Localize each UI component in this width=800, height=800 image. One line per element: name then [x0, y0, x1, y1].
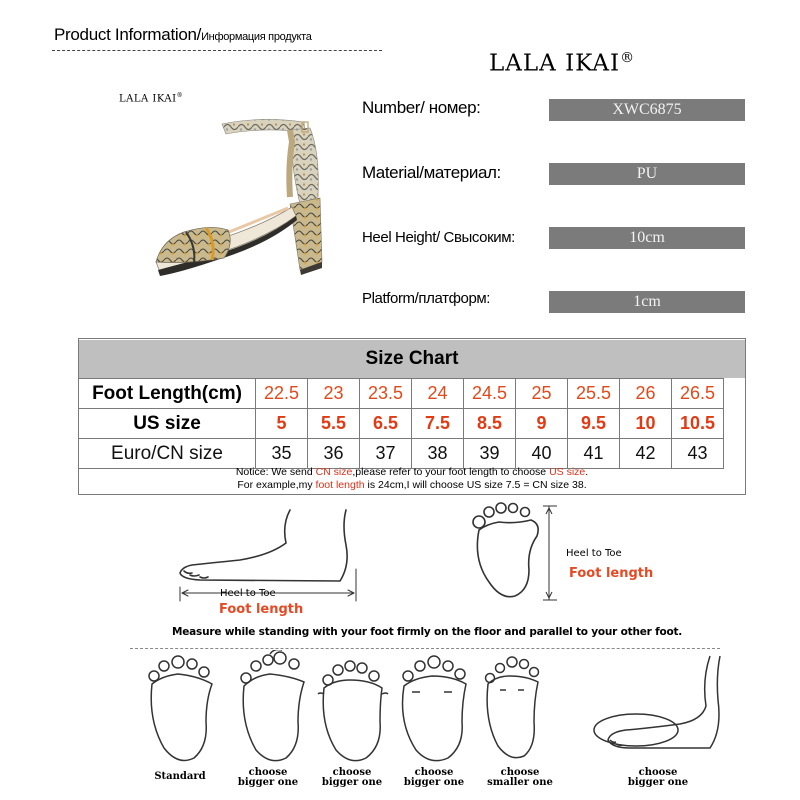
header-divider [52, 50, 382, 51]
caption-choose-bigger-1: choose bigger one [237, 767, 299, 788]
table-cell: 5 [256, 409, 308, 439]
notice-line-1: Notice: We send CN size,please refer to your foot length to choose US size. [235, 466, 589, 478]
table-cell: 40 [516, 439, 568, 469]
foot-shapes-row [130, 650, 730, 770]
spec-label-heel-height: Heel Height/ Свысоким: [362, 229, 515, 246]
table-cell: 26 [620, 379, 672, 409]
dashed-divider [130, 648, 720, 649]
spec-value-number: XWC6875 [549, 99, 745, 121]
spec-label-material: Material/материал: [362, 163, 501, 182]
caption-choose-smaller: choose smaller one [487, 767, 553, 788]
table-cell: 25.5 [568, 379, 620, 409]
table-cell: 25 [516, 379, 568, 409]
measure-instruction: Measure while standing with your foot firmly on the floor and parallel to your other foot. [172, 626, 683, 638]
table-cell: 8.5 [464, 409, 516, 439]
table-cell: 24 [412, 379, 464, 409]
product-image-sandal [140, 112, 355, 297]
table-cell: 41 [568, 439, 620, 469]
caption-choose-bigger-4: choose bigger one [627, 767, 689, 788]
row-label: Euro/CN size [79, 439, 256, 469]
row-label: Foot Length(cm) [79, 379, 256, 409]
size-chart-title: Size Chart [79, 340, 745, 378]
table-cell: 37 [360, 439, 412, 469]
table-row-foot-length [79, 379, 724, 409]
table-cell: 9.5 [568, 409, 620, 439]
spec-label-number: Number/ номер: [362, 98, 481, 117]
header-title [54, 25, 312, 45]
notice-line-2: For example,my foot length is 24cm,I will choose US size 7.5 = CN size 38. [237, 479, 587, 491]
table-cell: 24.5 [464, 379, 516, 409]
caption-choose-bigger-2: choose bigger one [321, 767, 383, 788]
top-diagram-foot-length: Foot length [569, 566, 654, 581]
spec-label-platform: Platform/платформ: [362, 290, 491, 307]
size-notice [79, 466, 745, 492]
side-diagram-foot-length: Foot length [219, 602, 304, 617]
table-cell: 23.5 [360, 379, 412, 409]
table-cell: 5.5 [308, 409, 360, 439]
size-table [78, 378, 724, 469]
table-cell: 10.5 [672, 409, 724, 439]
table-cell: 35 [256, 439, 308, 469]
table-cell: 6.5 [360, 409, 412, 439]
row-label: US size [79, 409, 256, 439]
spec-value-material: PU [549, 163, 745, 185]
top-diagram-label: Heel to Toe [566, 548, 622, 559]
caption-choose-bigger-3: choose bigger one [403, 767, 465, 788]
table-cell: 22.5 [256, 379, 308, 409]
table-cell: 43 [672, 439, 724, 469]
spec-value-platform: 1cm [549, 291, 745, 313]
table-cell: 38 [412, 439, 464, 469]
brand-logo-small: LALA IKAI® [119, 92, 184, 105]
brand-logo: LALA IKAI® [489, 50, 636, 77]
spec-value-heel-height: 10cm [549, 227, 745, 249]
table-cell: 7.5 [412, 409, 464, 439]
side-diagram-label: Heel to Toe [220, 588, 276, 599]
header-title-en: Product Information/ [54, 25, 202, 44]
header-title-ru: Информация продукта [201, 31, 312, 43]
table-cell: 9 [516, 409, 568, 439]
caption-standard: Standard [154, 771, 206, 782]
table-cell: 36 [308, 439, 360, 469]
table-cell: 39 [464, 439, 516, 469]
table-cell: 42 [620, 439, 672, 469]
table-cell: 23 [308, 379, 360, 409]
table-row-euro-size [79, 439, 724, 469]
table-cell: 10 [620, 409, 672, 439]
table-row-us-size [79, 409, 724, 439]
table-cell: 26.5 [672, 379, 724, 409]
